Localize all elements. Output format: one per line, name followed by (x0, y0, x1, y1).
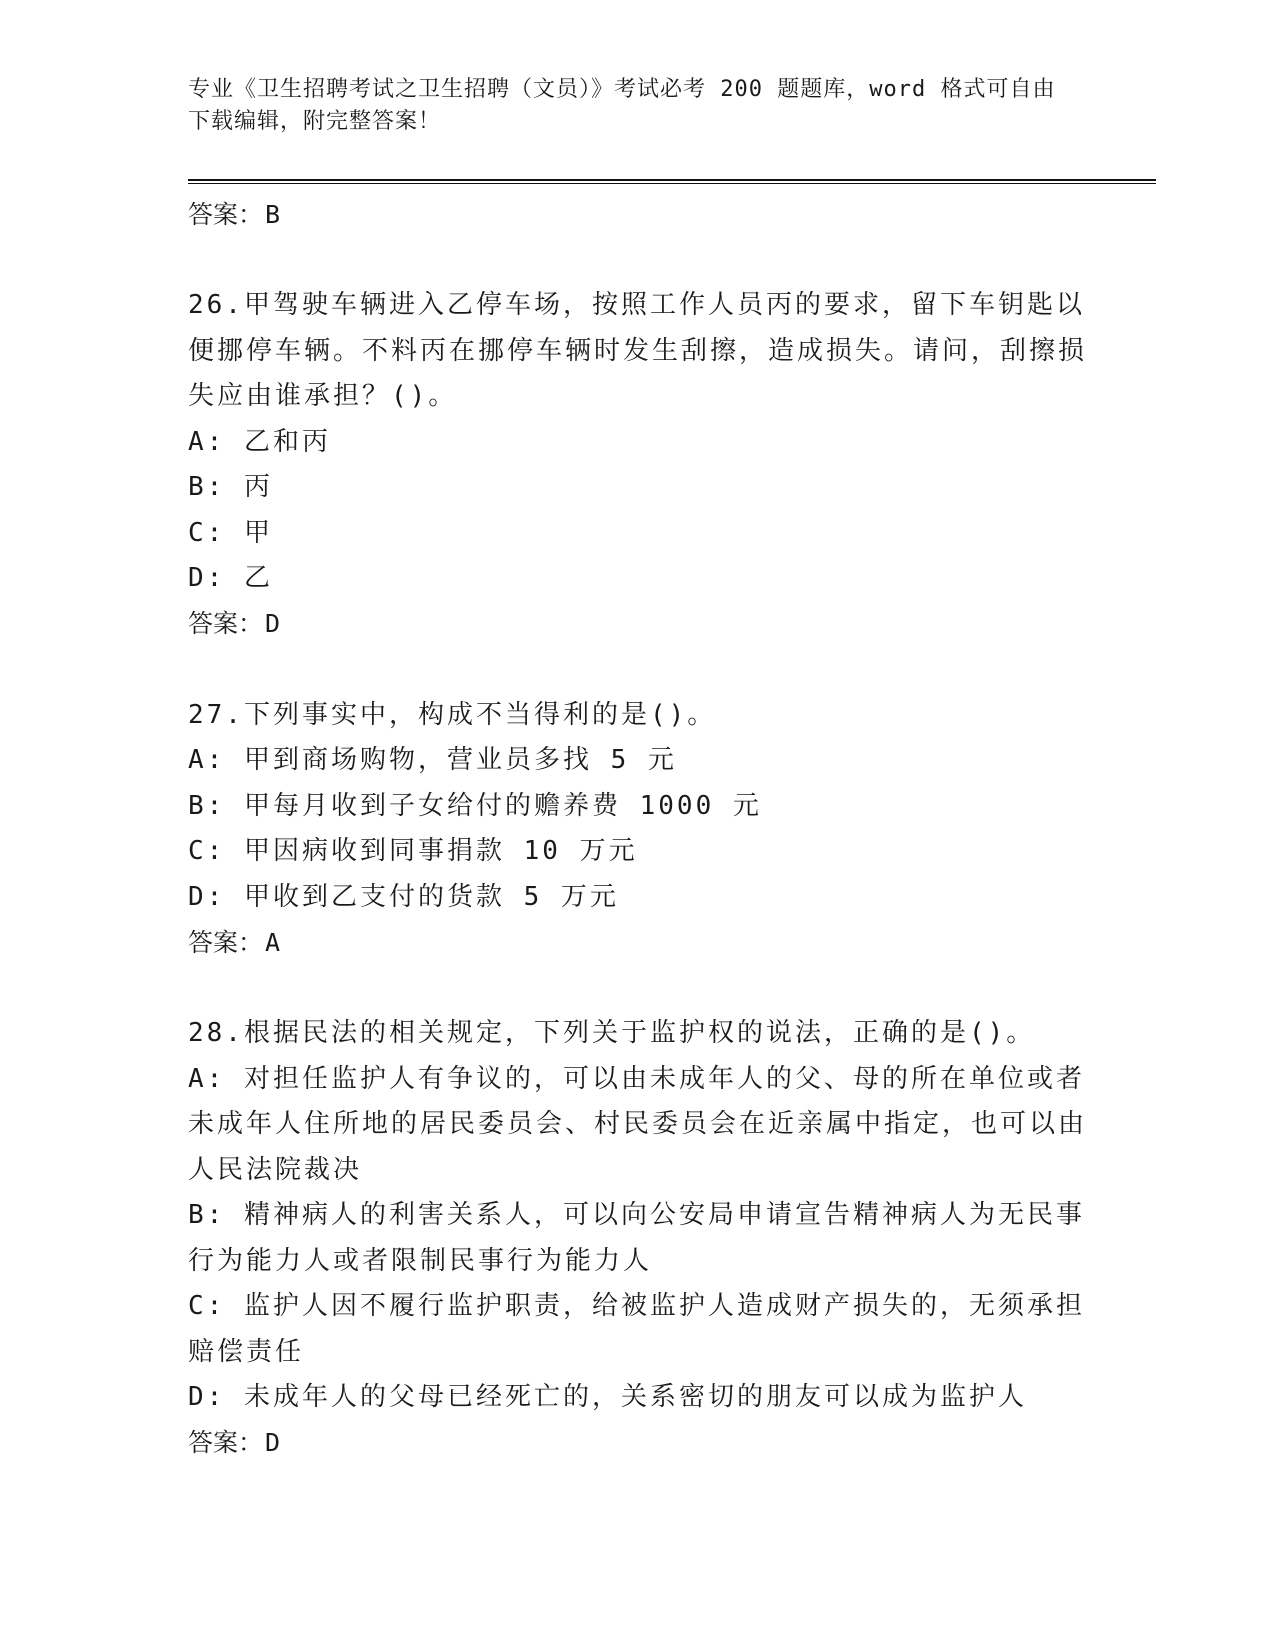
question-block (188, 283, 1088, 647)
header-divider (188, 179, 1156, 181)
question-text: 27.下列事实中，构成不当得利的是()。 (188, 699, 717, 730)
option-d: D: 甲收到乙支付的货款 5 万元 (188, 881, 619, 912)
option-c: C: 甲 (188, 517, 273, 548)
option-c: C: 监护人因不履行监护职责，给被监护人造成财产损失的，无须承担赔偿责任 (188, 1291, 1085, 1367)
spacer (188, 647, 1088, 693)
option-a: A: 甲到商场购物，营业员多找 5 元 (188, 745, 677, 775)
option-d: D: 乙 (188, 563, 273, 593)
question-text: 28.根据民法的相关规定，下列关于监护权的说法，正确的是()。 (188, 1018, 1036, 1048)
question-list (188, 192, 1088, 1466)
question-block (188, 1011, 1088, 1466)
answer-line (188, 1421, 1088, 1466)
option-a: A: 乙和丙 (188, 426, 331, 457)
option-b: B: 丙 (188, 472, 273, 502)
option-d: D: 未成年人的父母已经死亡的，关系密切的朋友可以成为监护人 (188, 1382, 1027, 1412)
answer-label: 答案： (188, 927, 264, 957)
header-divider-thin (188, 183, 1156, 184)
answer-label: 答案： (188, 199, 264, 229)
answer-line (188, 602, 1088, 647)
option-b: B: 甲每月收到子女给付的赡养费 1000 元 (188, 790, 762, 821)
question-text: 26.甲驾驶车辆进入乙停车场，按照工作人员丙的要求，留下车钥匙以便挪停车辆。不料丙在挪停车辆时发生刮擦，造成损失。请问，刮擦损失应由谁承担？()。 (188, 290, 1088, 411)
answer-value: D (265, 609, 281, 638)
spacer (188, 965, 1088, 1011)
document-header: 专业《卫生招聘考试之卫生招聘（文员）》考试必考 200 题题库，word 格式可自由下载编辑，附完整答案！ (188, 77, 1056, 134)
answer-value: D (265, 1428, 281, 1457)
answer-value: B (265, 199, 281, 229)
answer-line (188, 192, 1088, 237)
option-a: A: 对担任监护人有争议的，可以由未成年人的父、母的所在单位或者未成年人住所地的居民委员会、村民委员会在近亲属中指定，也可以由人民法院裁决 (188, 1063, 1088, 1185)
question-block (188, 693, 1088, 966)
option-b: B: 精神病人的利害关系人，可以向公安局申请宣告精神病人为无民事行为能力人或者限制民事行为能力人 (188, 1200, 1085, 1276)
answer-line (188, 920, 1088, 965)
answer-label: 答案： (188, 609, 264, 638)
answer-value: A (265, 927, 281, 957)
answer-label: 答案： (188, 1428, 264, 1457)
spacer (188, 237, 1088, 283)
option-c: C: 甲因病收到同事捐款 10 万元 (188, 836, 638, 866)
